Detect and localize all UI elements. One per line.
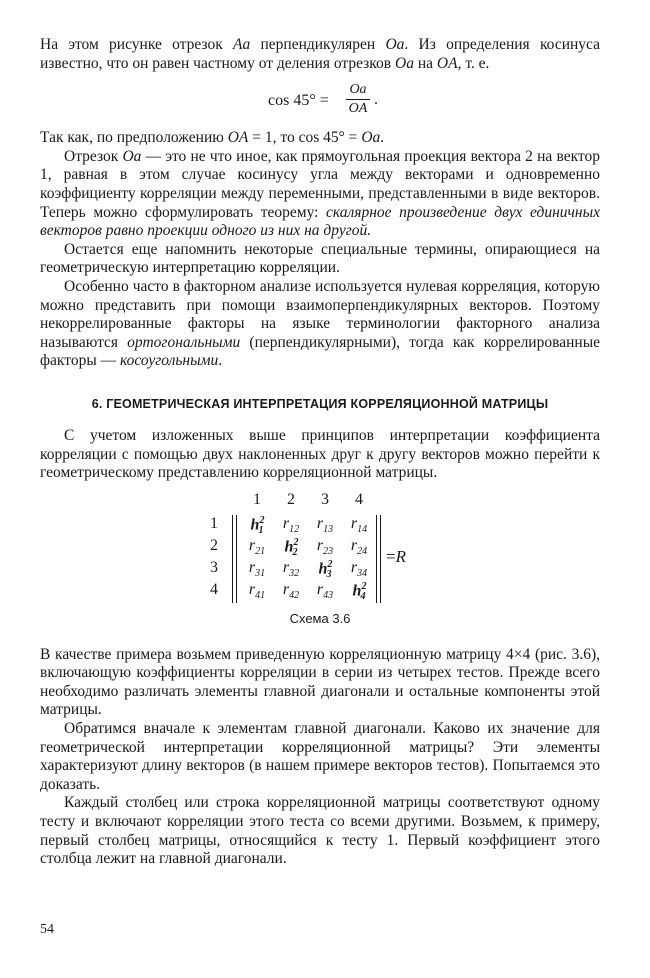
formula-end: .: [374, 91, 378, 109]
matrix-bar-left-inner: [236, 515, 237, 603]
matrix-column-header: 4: [355, 490, 363, 508]
matrix-cell: $r_{42}$: [282, 580, 300, 601]
figure-caption: Схема 3.6: [289, 610, 351, 626]
matrix-cell: $r_{24}$: [350, 536, 368, 557]
matrix-cell: $r_{34}$: [350, 558, 368, 579]
matrix-row-header: 1: [210, 514, 218, 532]
section-heading: 6. ГЕОМЕТРИЧЕСКАЯ ИНТЕРПРЕТАЦИЯ КОРРЕЛЯЦИОННОЙ МАТРИЦЫ: [91, 396, 549, 411]
matrix-column-header: 2: [287, 490, 295, 508]
matrix-cell: $r_{13}$: [316, 514, 334, 535]
formula-numerator: Oa: [346, 81, 370, 100]
matrix-cell: $r_{32}$: [282, 558, 300, 579]
cosine-formula: [40, 81, 600, 121]
matrix-cell: $h^2_2$: [284, 536, 299, 559]
matrix-cell: $r_{23}$: [316, 536, 334, 557]
paragraph-8: Обратимся вначале к элементам главной диагонали. Каково их значение для геометрической интерпретации корреляционной матрицы? Эти элементы характеризуют длину векторов (в нашем примере векторов тестов). Попытаемся это доказать.: [40, 720, 600, 793]
matrix-cell: $r_{41}$: [248, 580, 266, 601]
matrix-cell: $r_{12}$: [282, 514, 300, 535]
matrix-cell: $r_{43}$: [316, 580, 334, 601]
paragraph-5: Особенно часто в факторном анализе используется нулевая корреляция, которую можно представить при помощи взаимоперпендикулярных векторов. Поэтому некоррелированные факторы на языке терминологии факторного анализа называются ортогональными (перпендикулярными), тогда как коррелированные факторы — косоугольными.: [40, 277, 600, 370]
paragraph-1: На этом рисунке отрезок Aa перпендикулярен Oa. Из определения косинуса известно, что он равен частному от деления отрезков Oa на OA, т. е.: [40, 36, 600, 72]
matrix-row-header: 2: [210, 536, 218, 554]
matrix-bar-left-outer: [232, 515, 233, 603]
formula-denominator: OA: [348, 101, 368, 117]
paragraph-6: С учетом изложенных выше принципов интерпретации коэффициента корреляции с помощью двух наклоненных друг к другу векторов можно перейти к геометрическому представлению корреляционной матрицы.: [40, 426, 600, 482]
formula-fraction: [346, 81, 370, 118]
paragraph-2: Так как, по предположению OA = 1, то cos 45° = Oa.: [40, 129, 385, 147]
matrix-cell: $h^2_1$: [250, 514, 265, 537]
matrix-cell: $h^2_4$: [352, 580, 367, 603]
matrix-equals-r: =R: [386, 546, 406, 566]
paragraph-4: Остается еще напомнить некоторые специальные термины, опирающиеся на геометрическую интерпретацию корреляции.: [40, 240, 600, 277]
matrix-column-header: 3: [321, 490, 329, 508]
matrix-bar-right-outer: [380, 515, 381, 603]
matrix-cell: $r_{31}$: [248, 558, 266, 579]
matrix-cell: $r_{21}$: [248, 536, 266, 557]
matrix-cell: $h^2_3$: [318, 558, 333, 581]
paragraph-7: В качестве примера возьмем приведенную корреляционную матрицу 4×4 (рис. 3.6), включающую коэффициенты корреляции в серии из четырех тестов. Прежде всего необходимо различать элементы главной диагонали и остальные компоненты этой матрицы.: [40, 645, 600, 719]
page-number: 54: [40, 922, 54, 937]
matrix-bar-right-inner: [376, 515, 377, 603]
formula-lhs: cos 45° =: [268, 92, 329, 110]
matrix-row-header: 4: [210, 580, 218, 598]
matrix-column-header: 1: [253, 490, 261, 508]
matrix-row-header: 3: [210, 558, 218, 576]
paragraph-3: Отрезок Oa — это не что иное, как прямоугольная проекция вектора 2 на вектор 1, равная в этом случае косинусу угла между векторами и одновременно коэффициенту корреляции между переменными, представленными в виде векторов. Теперь можно сформулировать теорему: скалярное произведение двух единичных векторов равно проекции одного из них на другой.: [40, 147, 600, 240]
correlation-matrix: [40, 491, 600, 607]
page-content: [40, 36, 600, 869]
paragraph-9: Каждый столбец или строка корреляционной матрицы соответствуют одному тесту и включают корреляции этого теста со всеми другими. Возьмем, к примеру, первый столбец матрицы, относящийся к тесту 1. Первый коэффициент этого столбца лежит на главной диагонали.: [40, 794, 600, 868]
matrix-cell: $r_{14}$: [350, 514, 368, 535]
